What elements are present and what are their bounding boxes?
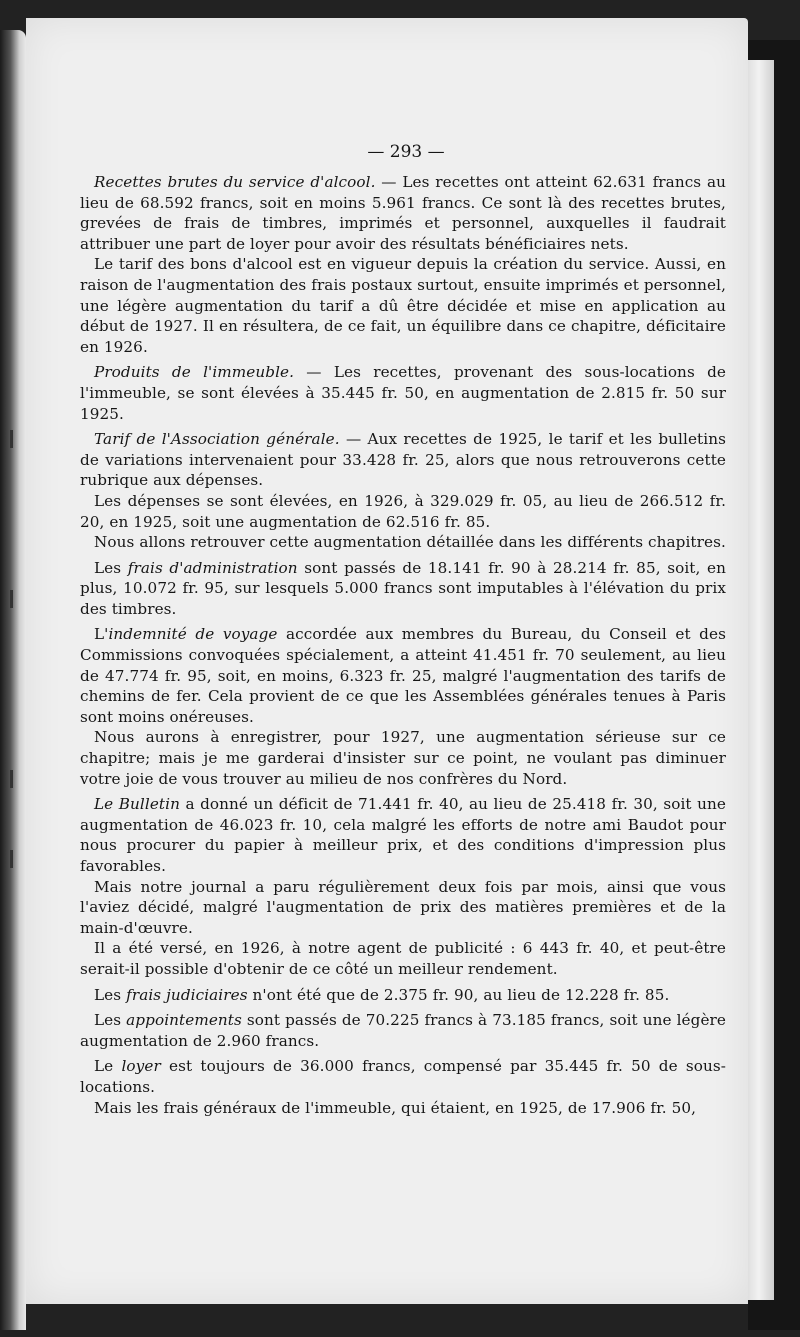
paragraph-text: — Les recettes ont atteint 62.631 francs au lieu de 68.592 francs, soit en moins 5.961 francs. Ce sont là des recettes brutes, grevées de frais de timbres, imprimés et personnel, auxquelles il faudrait attribuer une part de loyer pour avoir des résultats bénéficiaires nets. — [80, 173, 726, 253]
body-text — [80, 172, 726, 1118]
paragraph — [80, 172, 726, 254]
paragraph-lead: appointements — [126, 1011, 242, 1030]
paragraph-lead: frais judiciaires — [126, 985, 248, 1004]
paragraph-pre: Les — [94, 558, 128, 577]
paragraph-lead: Recettes brutes du service d'alcool. — [94, 173, 376, 191]
paragraph — [80, 558, 726, 620]
paragraph-pre: Les — [94, 985, 127, 1004]
paragraph-text: Nous allons retrouver cette augmentation détaillée dans les différents chapitres. — [94, 533, 726, 552]
paragraph-text: sont passés de 70.225 francs à 73.185 francs, soit une légère augmentation de 2.960 francs. — [80, 1011, 726, 1050]
page-stack-edge — [744, 60, 774, 1300]
edge-mark — [10, 430, 13, 448]
paragraph-lead: frais d'administration — [127, 558, 298, 577]
paragraph-text: Mais notre journal a paru régulièrement deux fois par mois, ainsi que vous l'aviez décidé, malgré l'augmentation de prix des matières premières et de la main-d'œuvre. — [80, 877, 726, 937]
paragraph-text: est toujours de 36.000 francs, compensé par 35.445 fr. 50 de sous-locations. — [80, 1057, 727, 1096]
edge-mark — [10, 850, 13, 868]
paragraph — [80, 877, 726, 939]
paragraph — [80, 254, 726, 357]
paragraph-pre: L' — [94, 625, 109, 644]
paragraph-lead: Produits de l'immeuble. — [94, 363, 295, 382]
paragraph-text: — Aux recettes de 1925, le tarif et les bulletins de variations intervenaient pour 33.428 fr. 25, alors que nous retrouverons cette rubrique aux dépenses. — [80, 430, 726, 490]
paragraph-text: Il a été versé, en 1926, à notre agent de publicité : 6 443 fr. 40, et peut-être serait-il possible d'obtenir de ce côté un meilleur rendement. — [80, 939, 726, 978]
paragraph — [80, 1010, 726, 1051]
paragraph-lead: Le Bulletin — [94, 795, 180, 814]
paragraph — [80, 362, 726, 424]
document-page — [26, 18, 748, 1304]
paragraph-text: sont passés de 18.141 fr. 90 à 28.214 fr. 85, soit, en plus, 10.072 fr. 95, sur lesquels 5.000 francs sont imputables à l'élévation du prix des timbres. — [80, 558, 726, 618]
paragraph-lead: indemnité de voyage — [108, 625, 278, 644]
paragraph — [80, 532, 726, 553]
paragraph — [80, 429, 726, 491]
paragraph-text: Nous aurons à enregistrer, pour 1927, une augmentation sérieuse sur ce chapitre; mais je me garderai d'insister sur ce point, ne voulant pas diminuer votre joie de vous trouver au milieu de nos confrères du Nord. — [80, 728, 726, 788]
page-number: — 293 — — [367, 142, 445, 162]
paragraph-text: — Les recettes, provenant des sous-locations de l'immeuble, se sont élevées à 35.445 fr. 50, en augmentation de 2.815 fr. 50 sur 1925. — [80, 363, 726, 423]
binding-edge — [0, 30, 26, 1330]
paragraph — [80, 938, 726, 979]
paragraph-lead: Tarif de l'Association générale. — [94, 430, 340, 449]
paragraph — [80, 985, 726, 1006]
paragraph — [80, 491, 726, 532]
edge-mark — [10, 590, 13, 608]
paragraph-pre: Les — [94, 1011, 127, 1030]
paragraph-text: n'ont été que de 2.375 fr. 90, au lieu de 12.228 fr. 85. — [247, 985, 670, 1004]
paragraph-text: Mais les frais généraux de l'immeuble, qui étaient, en 1925, de 17.906 fr. 50, — [94, 1098, 697, 1117]
paragraph — [80, 1056, 726, 1097]
paragraph — [80, 624, 726, 727]
paragraph-text: accordée aux membres du Bureau, du Conseil et des Commissions convoquées spécialement, a atteint 41.451 fr. 70 seulement, au lieu de 47.774 fr. 95, soit, en moins, 6.323 fr. 25, malgré l'augmentation des tarifs de chemins de fer. Cela provient de ce que les Assemblées générales tenues à Paris sont moins onéreuses. — [80, 625, 726, 726]
paragraph — [80, 727, 726, 789]
paragraph-lead: loyer — [121, 1057, 161, 1076]
paragraph — [80, 1098, 726, 1119]
paragraph-text: Le tarif des bons d'alcool est en vigueur depuis la création du service. Aussi, en raison de l'augmentation des frais postaux surtout, ensuite imprimés et personnel, une légère augmentation du tarif a dû être décidée et mise en application au début de 1927. Il en résultera, de ce fait, un équilibre dans ce chapitre, déficitaire en 1926. — [80, 255, 726, 356]
paragraph — [80, 794, 726, 876]
paragraph-text: a donné un déficit de 71.441 fr. 40, au lieu de 25.418 fr. 30, soit une augmentation de 46.023 fr. 10, cela malgré les efforts de notre ami Baudot pour nous procurer du papier à meilleur prix, et des conditions d'impression plus favorables. — [80, 795, 726, 875]
paragraph-text: Les dépenses se sont élevées, en 1926, à 329.029 fr. 05, au lieu de 266.512 fr. 20, en 1925, soit une augmentation de 62.516 fr. 85. — [80, 491, 726, 531]
paragraph-pre: Le — [94, 1057, 122, 1076]
edge-mark — [10, 770, 13, 788]
